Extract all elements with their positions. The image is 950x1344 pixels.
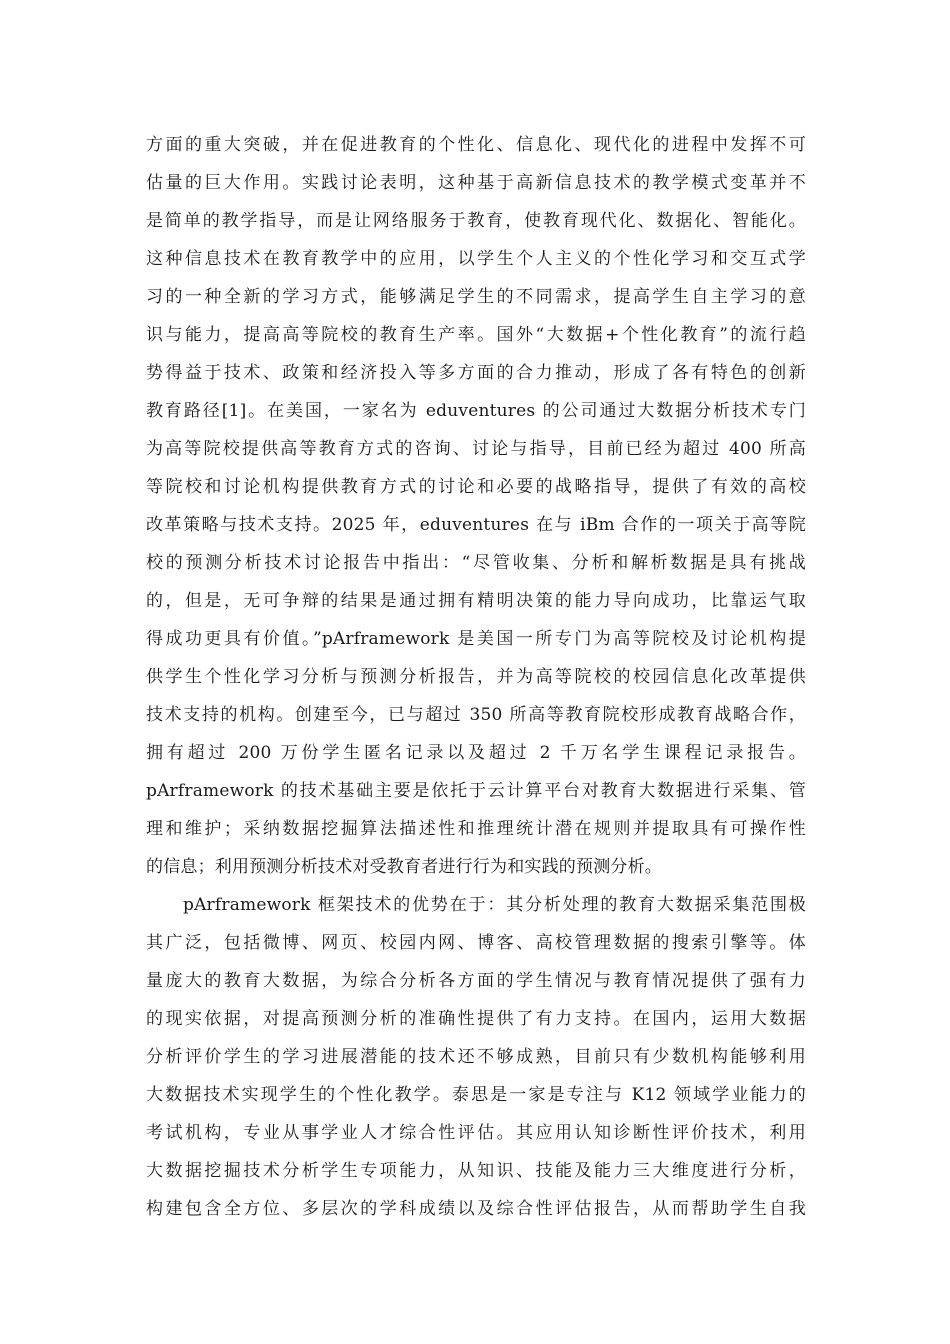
paragraph-1-line-16: 技术支持的机构。创建至今，已与超过 350 所高等教育院校形成教育战略合作， bbox=[146, 705, 806, 725]
paragraph-2-line-3: 量庞大的教育大数据，为综合分析各方面的学生情况与教育情况提供了强有力 bbox=[146, 971, 806, 991]
paragraph-1-line-9: 为高等院校提供高等教育方式的咨询、讨论与指导，目前已经为超过 400 所高 bbox=[146, 439, 806, 459]
paragraph-1-line-10: 等院校和讨论机构提供教育方式的讨论和必要的战略指导，提供了有效的高校 bbox=[146, 477, 806, 497]
paragraph-2-line-8: 大数据挖掘技术分析学生专项能力，从知识、技能及能力三大维度进行分析， bbox=[146, 1161, 806, 1181]
paragraph-1-line-1: 方面的重大突破，并在促进教育的个性化、信息化、现代化的进程中发挥不可 bbox=[146, 135, 806, 155]
paragraph-2-line-9: 构建包含全方位、多层次的学科成绩以及综合性评估报告，从而帮助学生自我 bbox=[146, 1199, 806, 1219]
paragraph-2-line-4: 的现实依据，对提高预测分析的准确性提供了有力支持。在国内，运用大数据 bbox=[146, 1009, 806, 1029]
paragraph-1-line-18: pArframework 的技术基础主要是依托于云计算平台对教育大数据进行采集、管 bbox=[146, 781, 806, 801]
paragraph-2-line-5: 分析评价学生的学习进展潜能的技术还不够成熟，目前只有少数机构能够利用 bbox=[146, 1047, 806, 1067]
paragraph-1-line-20: 的信息；利用预测分析技术对受教育者进行行为和实践的预测分析。 bbox=[146, 857, 662, 877]
paragraph-1-line-15: 供学生个性化学习分析与预测分析报告，并为高等院校的校园信息化改革提供 bbox=[146, 667, 806, 687]
paragraph-1-line-4: 这种信息技术在教育教学中的应用，以学生个人主义的个性化学习和交互式学 bbox=[146, 249, 806, 269]
paragraph-1-line-8: 教育路径[1]。在美国，一家名为 eduventures 的公司通过大数据分析技术专门 bbox=[146, 401, 806, 421]
paragraph-1-line-13: 的，但是，无可争辩的结果是通过拥有精明决策的能力导向成功，比靠运气取 bbox=[146, 591, 806, 611]
paragraph-2-line-6: 大数据技术实现学生的个性化教学。泰思是一家是专注与 K12 领域学业能力的 bbox=[146, 1085, 806, 1105]
paragraph-1-line-19: 理和维护；采纳数据挖掘算法描述性和推理统计潜在规则并提取具有可操作性 bbox=[146, 819, 806, 839]
paragraph-1-line-6: 识与能力，提高高等院校的教育生产率。国外“大数据+个性化教育”的流行趋 bbox=[146, 325, 806, 345]
paragraph-1-line-2: 估量的巨大作用。实践讨论表明，这种基于高新信息技术的教学模式变革并不 bbox=[146, 173, 806, 193]
paragraph-2-line-2: 其广泛，包括微博、网页、校园内网、博客、高校管理数据的搜索引擎等。体 bbox=[146, 933, 806, 953]
paragraph-2-line-1: pArframework 框架技术的优势在于：其分析处理的教育大数据采集范围极 bbox=[183, 895, 806, 915]
paragraph-1-line-11: 改革策略与技术支持。2025 年，eduventures 在与 iBm 合作的一项关于高等院 bbox=[146, 515, 806, 535]
paragraph-1-line-5: 习的一种全新的学习方式，能够满足学生的不同需求，提高学生自主学习的意 bbox=[146, 287, 806, 307]
paragraph-1-line-14: 得成功更具有价值。”pArframework 是美国一所专门为高等院校及讨论机构提 bbox=[146, 629, 806, 649]
paragraph-2-line-7: 考试机构，专业从事学业人才综合性评估。其应用认知诊断性评价技术，利用 bbox=[146, 1123, 806, 1143]
paragraph-1-line-3: 是简单的教学指导，而是让网络服务于教育，使教育现代化、数据化、智能化。 bbox=[146, 211, 806, 231]
paragraph-1-line-12: 校的预测分析技术讨论报告中指出：“尽管收集、分析和解析数据是具有挑战 bbox=[146, 553, 806, 573]
paragraph-1-line-17: 拥有超过 200 万份学生匿名记录以及超过 2 千万名学生课程记录报告。 bbox=[146, 743, 806, 763]
paragraph-1-line-7: 势得益于技术、政策和经济投入等多方面的合力推动，形成了各有特色的创新 bbox=[146, 363, 806, 383]
